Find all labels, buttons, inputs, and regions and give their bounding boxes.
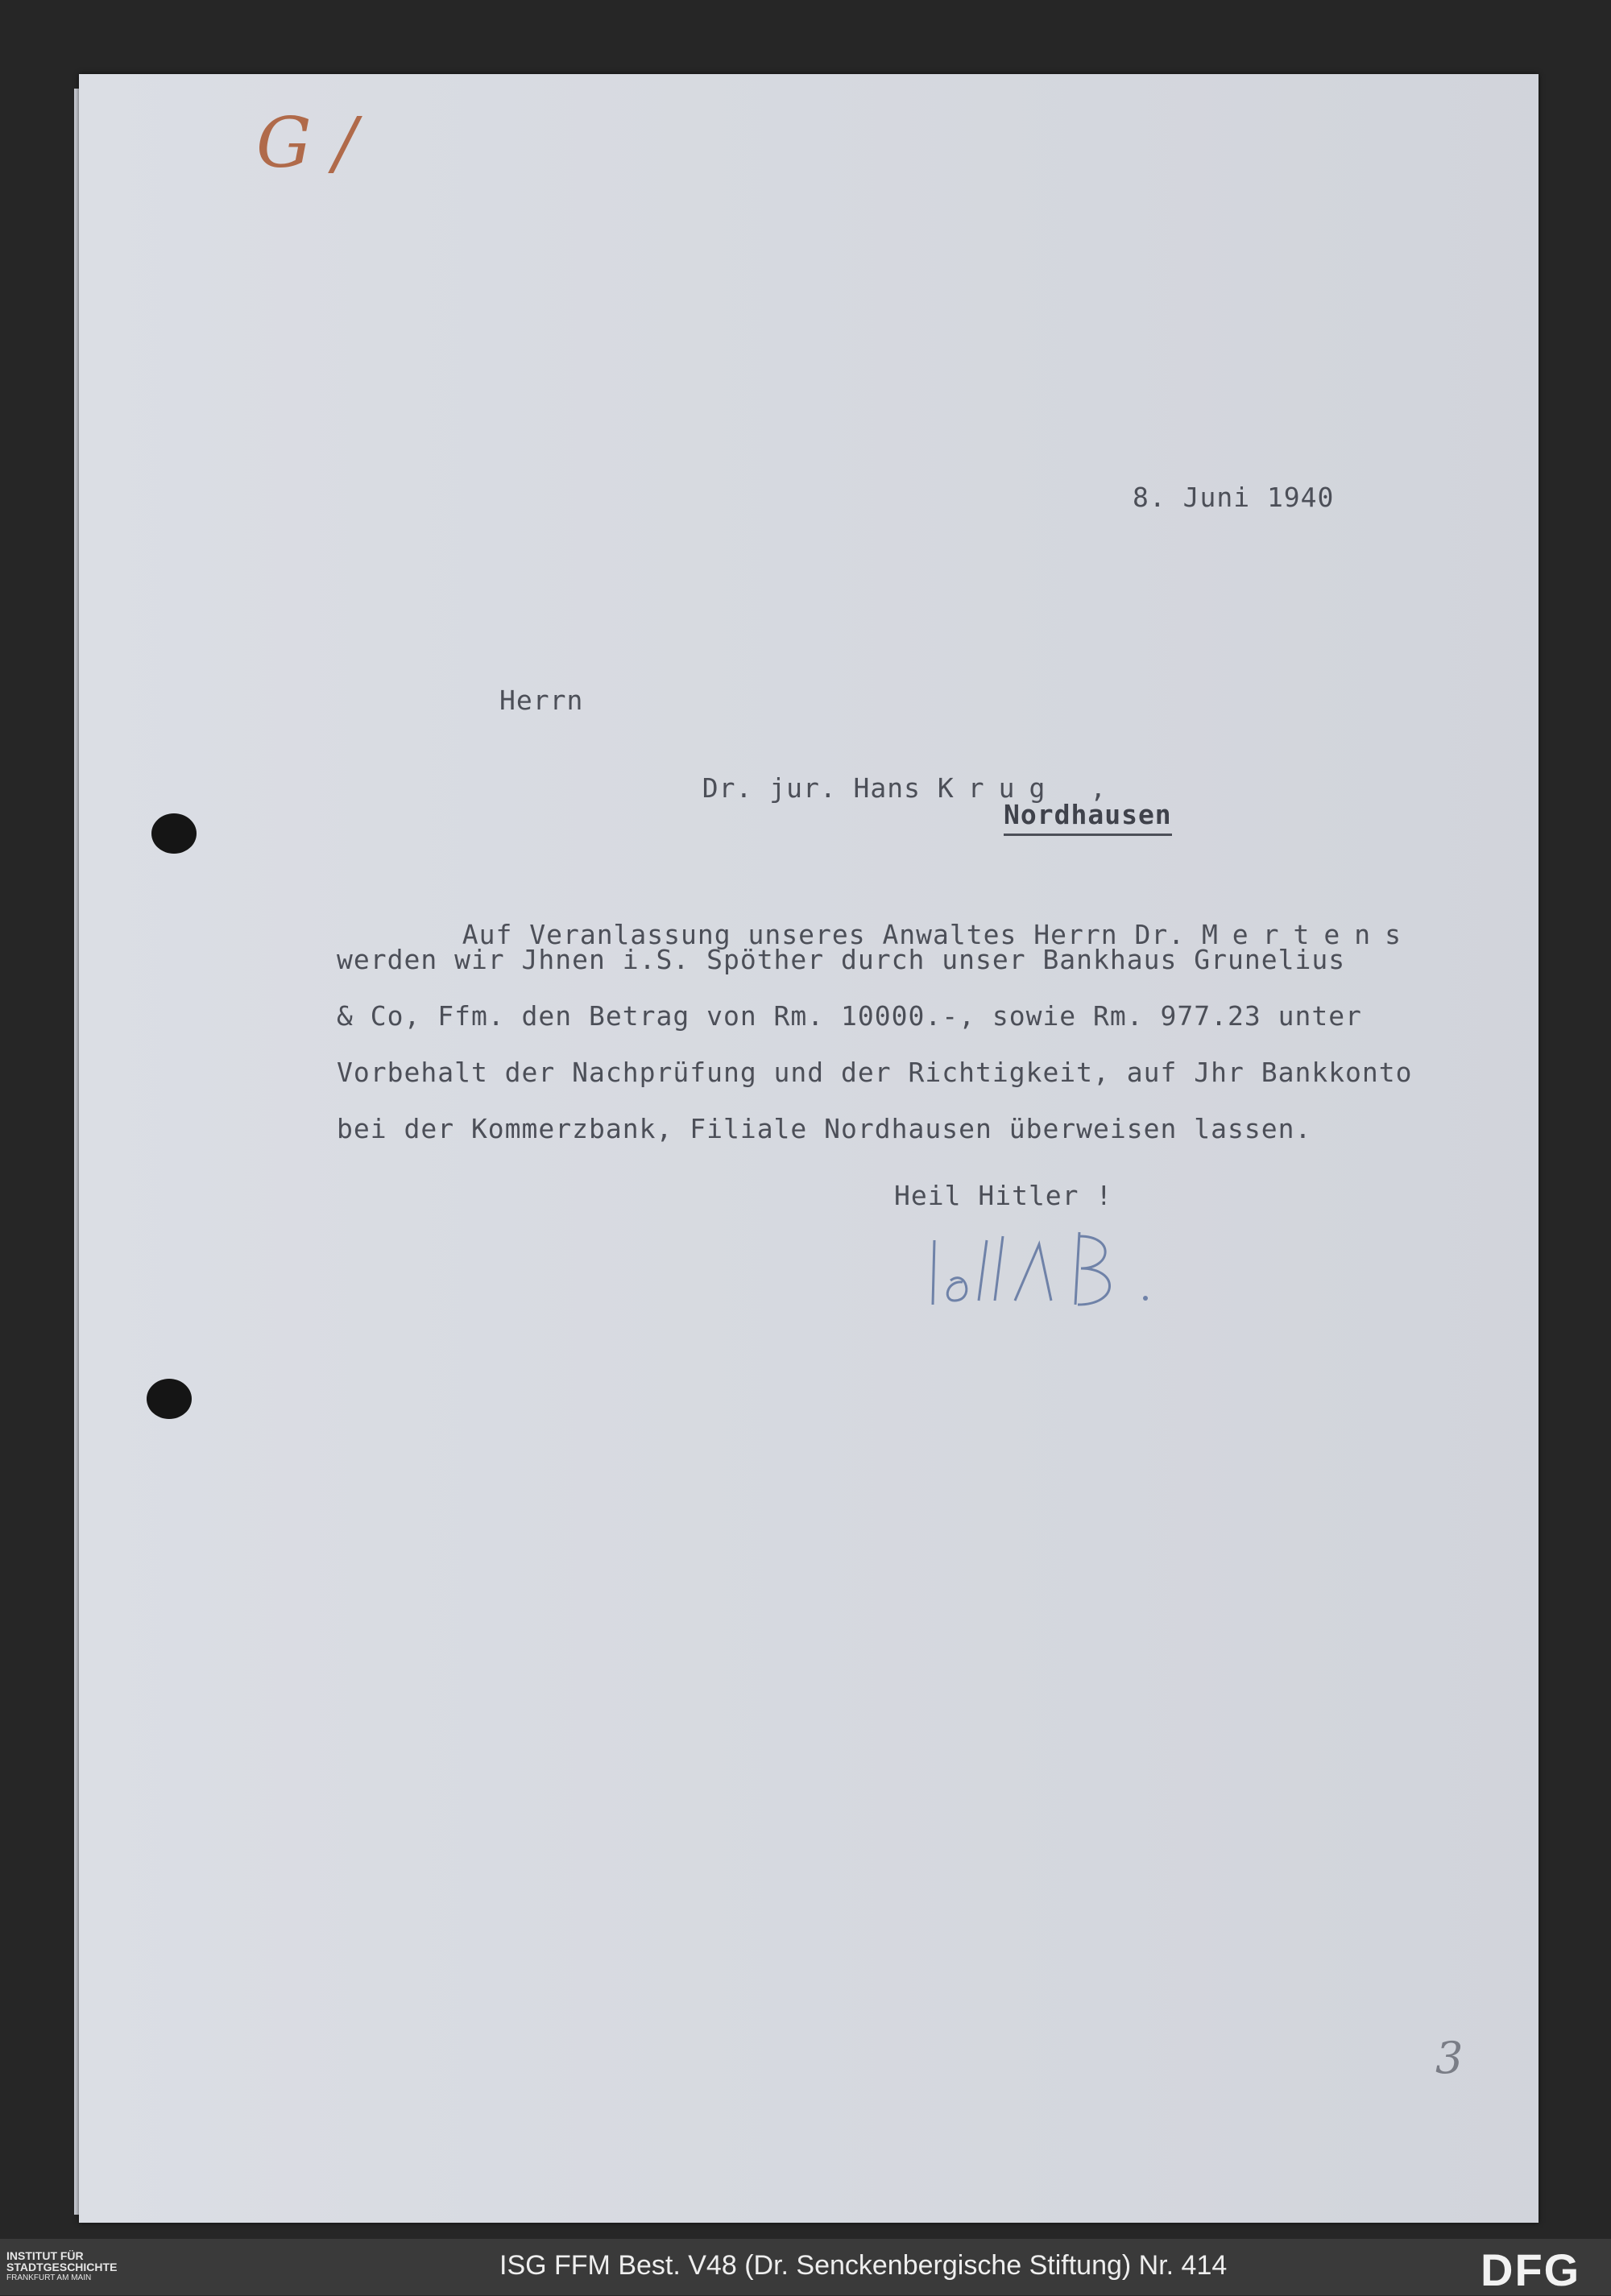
recipient-surname: Krug , [937,772,1121,804]
body-line-3: & Co, Ffm. den Betrag von Rm. 10000.-, sowie Rm. 977.23 unter [337,1000,1362,1032]
body-line-2: werden wir Jhnen i.S. Spöther durch unser Bankhaus Grunelius [337,944,1346,975]
letter-date: 8. Juni 1940 [1133,482,1335,513]
dfg-logo: DFG [1481,2244,1581,2295]
body-line-1-text: Auf Veranlassung unseres Anwaltes Herrn Dr. [462,919,1186,950]
body-line-1 [429,887,1415,950]
body-line-5: bei der Kommerzbank, Filiale Nordhausen überweisen lassen. [337,1113,1312,1144]
institute-line-1: INSTITUT FÜR [6,2249,84,2262]
page-number: 3 [1435,2033,1464,2083]
punch-hole-bottom [147,1379,192,1419]
punch-hole-top [151,813,197,854]
closing: Heil Hitler ! [894,1180,1113,1211]
recipient-city: Nordhausen [1004,799,1172,836]
body-line-4: Vorbehalt der Nachprüfung und der Richtigkeit, auf Jhr Bankkonto [337,1057,1413,1088]
institute-logo [6,2250,117,2284]
lawyer-name: Mertens [1201,919,1416,950]
institute-line-3: FRANKFURT AM MAIN [6,2273,92,2282]
recipient-name [669,741,1120,804]
document-page [79,74,1539,2223]
handwritten-signature [918,1224,1160,1321]
archive-caption: ISG FFM Best. V48 (Dr. Senckenbergische Stiftung) Nr. 414 [499,2250,1228,2281]
top-left-mark: G / [256,103,358,184]
institute-line-2: STADTGESCHICHTE [6,2261,118,2273]
recipient-title: Dr. jur. Hans [702,772,921,804]
salutation: Herrn [499,685,584,716]
